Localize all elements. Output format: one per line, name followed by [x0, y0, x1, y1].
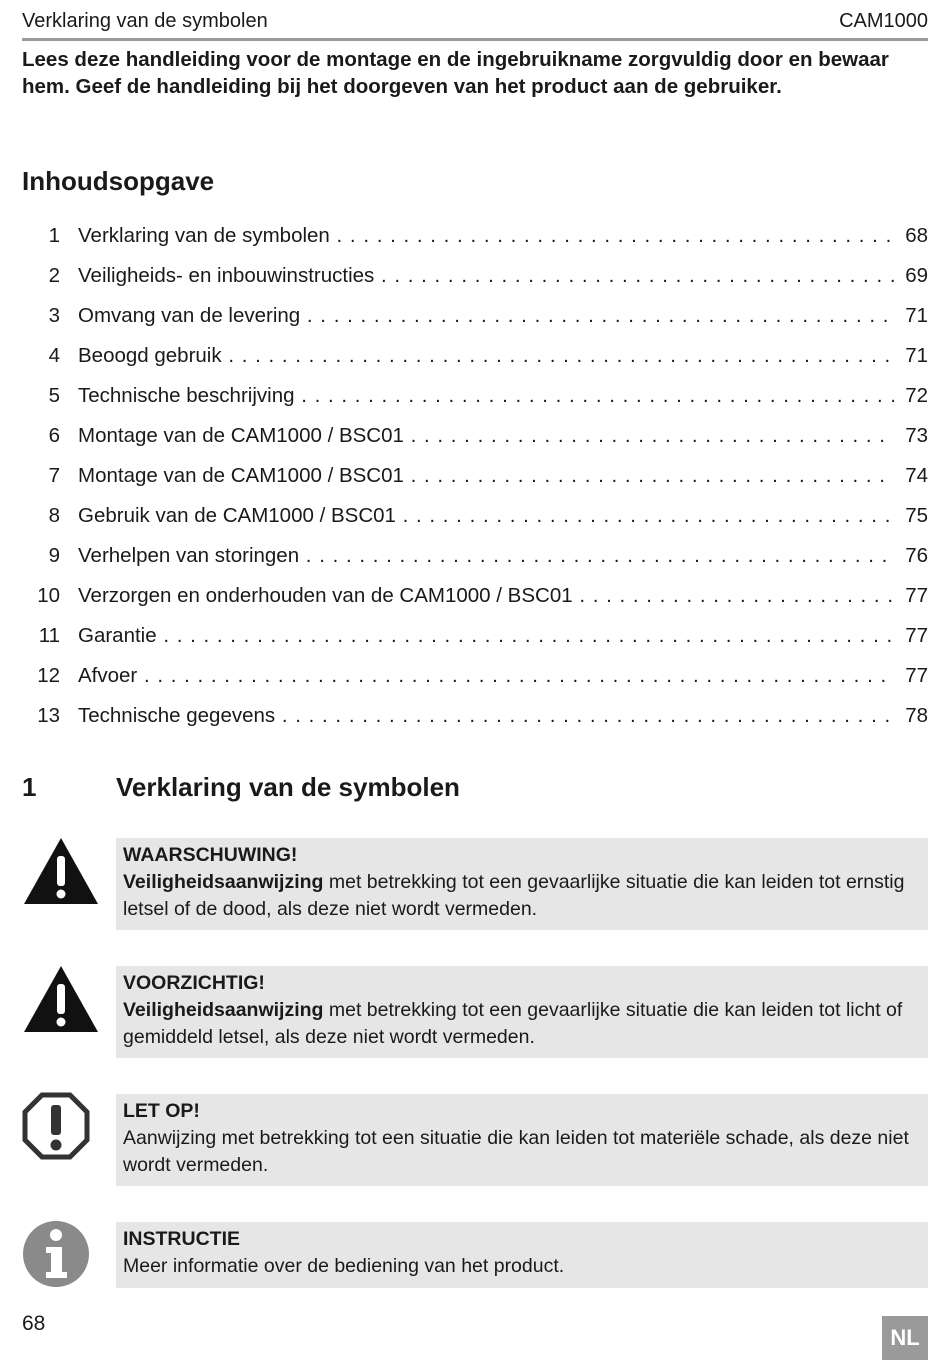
toc-title: Inhoudsopgave	[22, 166, 215, 196]
warning-triangle-icon	[22, 964, 100, 1034]
toc-item-title: Verzorgen en onderhouden van de CAM1000 / BSC01 . . .	[78, 582, 894, 609]
toc-item-number: 8	[48, 504, 60, 527]
toc-item[interactable]	[22, 702, 928, 742]
toc-item-number: 6	[48, 424, 60, 447]
toc-item-number: 2	[48, 264, 60, 287]
toc-item-number: 13	[37, 704, 60, 727]
toc-item-number: 3	[48, 304, 60, 327]
toc-item-title: Garantie . . .	[78, 622, 894, 649]
toc-item-page: 77	[905, 624, 928, 647]
notice-text	[123, 997, 920, 1051]
toc-item[interactable]	[22, 302, 928, 342]
toc-item-title: Omvang van de levering . . .	[78, 302, 894, 329]
toc-item[interactable]	[22, 262, 928, 302]
toc-item-number: 12	[37, 664, 60, 687]
toc-item[interactable]	[22, 582, 928, 622]
caution-notice	[116, 966, 928, 1058]
toc-item-title: Verhelpen van storingen . . .	[78, 542, 894, 569]
toc-item-title: Montage van de CAM1000 / BSC01 . . .	[78, 462, 894, 489]
toc-item-page: 78	[905, 704, 928, 727]
toc-item-title: Verklaring van de symbolen . . .	[78, 222, 894, 249]
header-product-name: CAM1000	[839, 10, 928, 32]
notice-lead: Veiligheidsaanwijzing	[123, 999, 324, 1021]
toc-item[interactable]	[22, 342, 928, 382]
toc-item[interactable]	[22, 382, 928, 422]
toc-item-number: 1	[48, 224, 60, 247]
notice-title: VOORZICHTIG!	[123, 972, 265, 994]
toc-item-title: Gebruik van de CAM1000 / BSC01 . . .	[78, 502, 894, 529]
toc-item-page: 73	[905, 424, 928, 447]
page-number: 68	[22, 1312, 46, 1335]
section-number: 1	[22, 772, 37, 802]
intro-text: Lees deze handleiding voor de montage en de ingebruikname zorgvuldig door en bewaar hem. Geef de handleiding bij het doorgeven van het product aan de gebruiker.	[22, 48, 889, 98]
toc-item-page: 69	[905, 264, 928, 287]
toc-item-page: 75	[905, 504, 928, 527]
toc-item-title: Technische beschrijving . . .	[78, 382, 894, 409]
toc-item-page: 71	[905, 304, 928, 327]
warning-notice	[116, 838, 928, 930]
instruction-notice	[116, 1222, 928, 1288]
toc-item-title: Technische gegevens . . .	[78, 702, 894, 729]
language-badge: NL	[882, 1316, 928, 1360]
toc-item-number: 9	[48, 544, 60, 567]
toc-item[interactable]	[22, 502, 928, 542]
notice-title: WAARSCHUWING!	[123, 844, 298, 866]
toc-item-number: 5	[48, 384, 60, 407]
notice-lead: Veiligheidsaanwijzing	[123, 871, 324, 893]
toc-item-number: 7	[48, 464, 60, 487]
toc-item[interactable]	[22, 662, 928, 702]
toc-item-page: 74	[905, 464, 928, 487]
toc-item-number: 11	[38, 624, 60, 647]
toc-item-page: 77	[905, 584, 928, 607]
toc-item[interactable]	[22, 222, 928, 262]
toc-item-title: Beoogd gebruik . . .	[78, 342, 894, 369]
notice-title: INSTRUCTIE	[123, 1228, 240, 1250]
section-title: Verklaring van de symbolen	[116, 772, 460, 802]
toc-item-page: 71	[905, 344, 928, 367]
page-header	[22, 8, 928, 41]
toc-item-title: Veiligheids- en inbouwinstructies . . .	[78, 262, 894, 289]
toc-item-page: 68	[905, 224, 928, 247]
exclamation-octagon-icon	[22, 1092, 90, 1160]
toc-item-number: 4	[48, 344, 60, 367]
info-circle-icon	[22, 1220, 90, 1288]
toc-item[interactable]	[22, 622, 928, 662]
notice-body: Aanwijzing met betrekking tot een situatie die kan leiden tot materiële schade, als deze niet wordt vermeden.	[123, 1127, 909, 1176]
toc-item-number: 10	[37, 584, 60, 607]
notice-text	[123, 869, 920, 923]
toc-item-title: Afvoer . . .	[78, 662, 894, 689]
header-section-title: Verklaring van de symbolen	[22, 10, 268, 32]
notice-body: Meer informatie over de bediening van het product.	[123, 1255, 565, 1277]
toc-item-page: 77	[905, 664, 928, 687]
toc-item-title: Montage van de CAM1000 / BSC01 . . .	[78, 422, 894, 449]
attention-notice	[116, 1094, 928, 1186]
toc-item[interactable]	[22, 422, 928, 462]
toc-item-page: 76	[905, 544, 928, 567]
toc-item-page: 72	[905, 384, 928, 407]
toc-item[interactable]	[22, 542, 928, 582]
notice-body: met betrekking tot een gevaarlijke situatie die kan leiden tot licht of gemiddeld letsel, als deze niet wordt vermeden.	[123, 999, 903, 1048]
warning-triangle-icon	[22, 836, 100, 906]
notice-title: LET OP!	[123, 1100, 200, 1122]
notice-body: met betrekking tot een gevaarlijke situatie die kan leiden tot ernstig letsel of de dood, als deze niet wordt vermeden.	[123, 871, 905, 920]
toc-item[interactable]	[22, 462, 928, 502]
table-of-contents	[22, 222, 928, 742]
